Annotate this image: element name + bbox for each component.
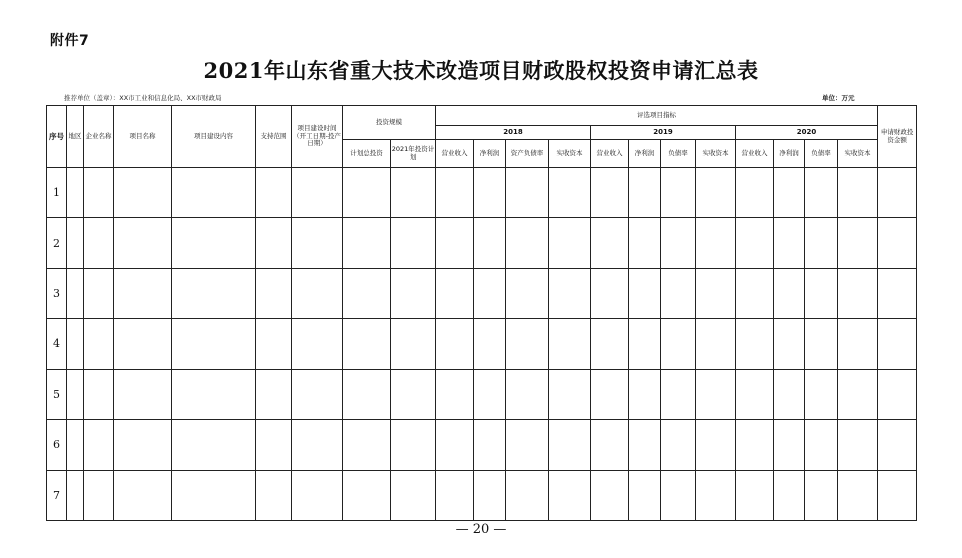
row-number: 3 <box>47 268 67 318</box>
header-2020-revenue: 营业收入 <box>736 140 774 168</box>
header-year-2018: 2018 <box>436 126 591 140</box>
header-2018-debt-ratio: 资产负债率 <box>506 140 549 168</box>
row-number: 4 <box>47 319 67 369</box>
header-year-2020: 2020 <box>736 126 878 140</box>
header-project-name: 项目名称 <box>114 106 172 168</box>
header-year-2019: 2019 <box>591 126 736 140</box>
row-number: 6 <box>47 420 67 470</box>
row-number: 1 <box>47 168 67 218</box>
row-number: 7 <box>47 470 67 520</box>
header-region: 地区 <box>67 106 84 168</box>
header-project-content: 项目建设内容 <box>172 106 256 168</box>
table-row <box>47 369 917 419</box>
table-row <box>47 420 917 470</box>
table-row <box>47 319 917 369</box>
table-row <box>47 470 917 520</box>
attachment-label: 附件7 <box>50 33 90 49</box>
header-seq: 序号 <box>47 106 67 168</box>
header-2019-debt-ratio: 负债率 <box>661 140 696 168</box>
header-2018-paid-capital: 实收资本 <box>549 140 591 168</box>
header-2020-paid-capital: 实收资本 <box>838 140 878 168</box>
header-plan-2021: 2021年投资计划 <box>391 140 436 168</box>
header-apply-amount: 申请财政投资金额 <box>878 106 917 168</box>
header-2019-net-profit: 净利润 <box>629 140 661 168</box>
header-total-invest: 计划总投资 <box>343 140 391 168</box>
row-number: 2 <box>47 218 67 268</box>
recommender-label: 推荐单位（盖章）：XX市工业和信息化局、XX市财政局 <box>64 94 222 102</box>
header-company: 企业名称 <box>84 106 114 168</box>
header-2020-debt-ratio: 负债率 <box>805 140 838 168</box>
header-2019-revenue: 营业收入 <box>591 140 629 168</box>
header-build-time: 项目建设时间（开工日期-投产日期） <box>292 106 343 168</box>
summary-table <box>46 105 917 521</box>
header-investment-scale: 投资规模 <box>343 106 436 140</box>
table-row <box>47 168 917 218</box>
header-2020-net-profit: 净利润 <box>774 140 805 168</box>
header-2018-net-profit: 净利润 <box>474 140 506 168</box>
header-2018-revenue: 营业收入 <box>436 140 474 168</box>
table-row <box>47 218 917 268</box>
page-title: 2021年山东省重大技术改造项目财政股权投资申请汇总表 <box>203 58 759 83</box>
header-2019-paid-capital: 实收资本 <box>696 140 736 168</box>
row-number: 5 <box>47 369 67 419</box>
table-row <box>47 268 917 318</box>
header-row-1 <box>47 106 917 126</box>
unit-label: 单位：万元 <box>822 94 855 102</box>
header-support-scope: 支持范围 <box>256 106 292 168</box>
page-number: — 20 — <box>455 522 507 537</box>
header-indicators: 评选项目指标 <box>436 106 878 126</box>
